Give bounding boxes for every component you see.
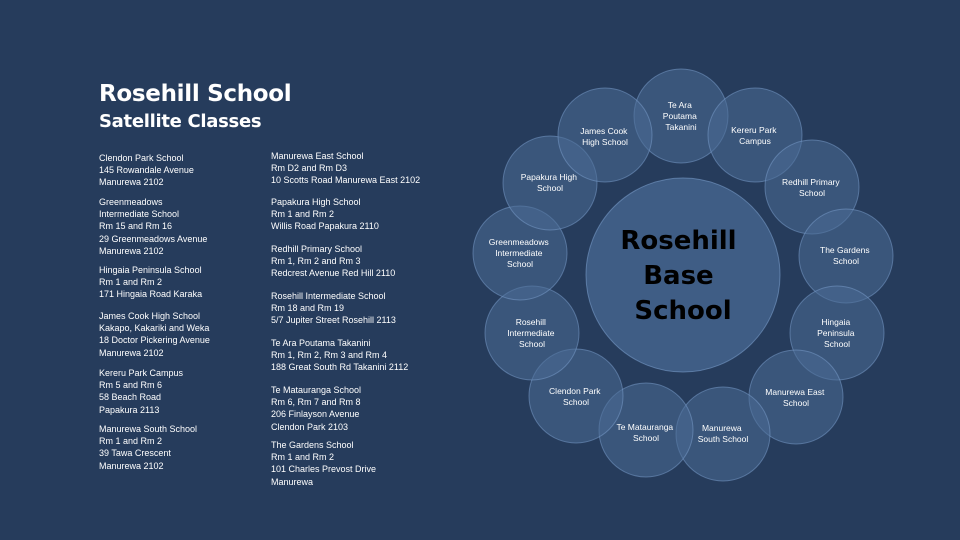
bubble-label-line: South School <box>697 434 749 444</box>
entry-line: Manurewa <box>271 476 314 487</box>
bubble-james-cook <box>558 88 652 182</box>
entry-line: 18 Doctor Pickering Avenue <box>99 335 210 346</box>
bubble-label-line: Poutama <box>662 111 697 121</box>
bubble-label-line: Campus <box>739 136 771 146</box>
bubble-label-line: School <box>563 397 589 407</box>
bubble-label-line: School <box>537 183 563 193</box>
bubble-label-line: Peninsula <box>817 328 855 338</box>
bubble-label-line: Intermediate <box>495 248 543 258</box>
entry-line: Rm 1, Rm 2 and Rm 3 <box>271 256 361 267</box>
entry-line: 5/7 Jupiter Street Rosehill 2113 <box>271 315 396 326</box>
entry-line: Manurewa 2102 <box>99 245 164 256</box>
entry-line: Willis Road Papakura 2110 <box>271 221 379 232</box>
entry-line: Manurewa 2102 <box>99 460 164 471</box>
entry-line: 171 Hingaia Road Karaka <box>99 289 203 300</box>
entry-line: Redcrest Avenue Red Hill 2110 <box>271 268 396 279</box>
center-bubble-group <box>586 178 780 372</box>
entry-line: 58 Beach Road <box>99 392 162 403</box>
entry-line: Rm 6, Rm 7 and Rm 8 <box>271 397 361 408</box>
center-label-line: Base <box>643 261 714 291</box>
entry-line: 29 Greenmeadows Avenue <box>99 233 208 244</box>
entry-line: Manurewa East School <box>271 151 364 161</box>
bubble-label-line: Papakura High <box>520 172 577 182</box>
entry-line: Redhill Primary School <box>271 244 363 254</box>
bubble-label-line: School <box>507 259 533 269</box>
entry-line: 10 Scotts Road Manurewa East 2102 <box>271 175 421 186</box>
bubble-label-line: James Cook <box>580 126 628 136</box>
entry-line: Rm 1 and Rm 2 <box>271 209 335 220</box>
bubble-label-line: Te Ara <box>667 100 692 110</box>
entry-line: Rosehill Intermediate School <box>271 291 386 301</box>
entry-line: 206 Finlayson Avenue <box>271 409 360 420</box>
entry-line: Rm 1 and Rm 2 <box>99 277 163 288</box>
entry-line: Papakura 2113 <box>99 404 160 415</box>
entry-line: Greenmeadows <box>99 197 163 207</box>
entry-line: Rm 1 and Rm 2 <box>99 436 163 447</box>
entry-line: Rm 15 and Rm 16 <box>99 221 173 232</box>
entry-line: 145 Rowandale Avenue <box>99 165 194 176</box>
page-title: Rosehill School <box>99 81 292 107</box>
entry-line: Papakura High School <box>271 197 361 207</box>
entry-line: Te Matauranga School <box>271 385 362 395</box>
entry-line: Hingaia Peninsula School <box>99 265 202 275</box>
bubble-label-line: Kereru Park <box>731 125 777 135</box>
entry-line: Manurewa South School <box>99 424 198 434</box>
entry-line: Clendon Park School <box>99 153 184 163</box>
bubble-label <box>698 423 749 444</box>
entry-line: 39 Tawa Crescent <box>99 448 171 459</box>
bubble-label-line: The Gardens <box>820 245 870 255</box>
entry-line: James Cook High School <box>99 311 201 321</box>
entry-line: Rm 1 and Rm 2 <box>271 452 335 463</box>
entry-line: Manurewa 2102 <box>99 347 164 358</box>
entry-line: Kakapo, Kakariki and Weka <box>99 323 210 334</box>
bubble-rosehill-intermediate <box>485 286 579 380</box>
bubble-label-line: Clendon Park <box>549 386 601 396</box>
entry-line: Rm 5 and Rm 6 <box>99 380 163 391</box>
entry-line: Te Ara Poutama Takanini <box>271 338 371 348</box>
entry-line: Rm 1, Rm 2, Rm 3 and Rm 4 <box>271 350 388 361</box>
bubble-label-line: School <box>783 398 809 408</box>
bubble-label-line: Hingaia <box>821 317 851 327</box>
entry-line: Rm 18 and Rm 19 <box>271 303 345 314</box>
entry-line: 101 Charles Prevost Drive <box>271 464 377 475</box>
bubble-label-line: Greenmeadows <box>488 237 549 247</box>
bubble-label-line: School <box>833 256 859 266</box>
center-label-line: Rosehill <box>620 226 737 256</box>
bubble-label <box>580 126 630 147</box>
entry-line: Kereru Park Campus <box>99 368 184 378</box>
entry-line: The Gardens School <box>271 440 354 450</box>
center-label-line: School <box>634 296 732 326</box>
entry-line: Intermediate School <box>99 209 180 220</box>
bubble-label-line: School <box>824 339 850 349</box>
bubble-label-line: Rosehill <box>515 317 546 327</box>
bubble-label-line: Te Matauranga <box>616 422 674 432</box>
bubble-label <box>663 100 699 132</box>
page-subtitle: Satellite Classes <box>99 111 262 132</box>
entry-line: 188 Great South Rd Takanini 2112 <box>271 362 409 373</box>
bubble-label-line: Intermediate <box>507 328 555 338</box>
bubble-label-line: Manurewa <box>701 423 742 433</box>
entry-line: Rm D2 and Rm D3 <box>271 163 348 174</box>
bubble-label-line: Redhill Primary <box>782 177 840 187</box>
bubble-label-line: School <box>633 433 659 443</box>
bubble-label-line: High School <box>582 137 628 147</box>
bubble-label-line: Manurewa East <box>765 387 825 397</box>
entry-line: Clendon Park 2103 <box>271 421 349 432</box>
entry-line: Manurewa 2102 <box>99 177 164 188</box>
bubble-label-line: Takanini <box>665 122 697 132</box>
bubble-label-line: School <box>799 188 825 198</box>
bubble-label-line: School <box>519 339 545 349</box>
